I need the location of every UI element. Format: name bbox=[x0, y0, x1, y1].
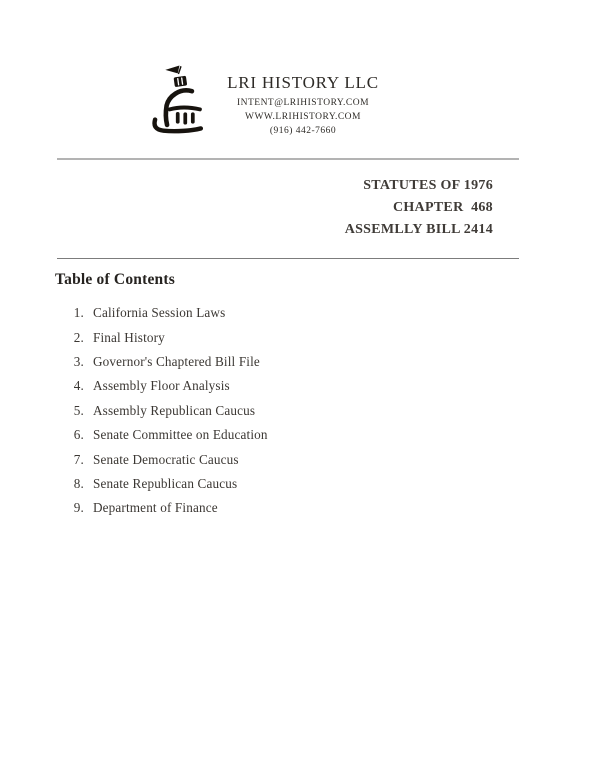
horizontal-rule-bottom bbox=[57, 258, 519, 259]
toc-heading: Table of Contents bbox=[55, 271, 175, 288]
toc-item-number: 4. bbox=[73, 378, 84, 394]
toc-item bbox=[70, 423, 268, 447]
company-website: WWW.LRIHISTORY.COM bbox=[245, 112, 361, 122]
toc-item-number: 1. bbox=[73, 305, 84, 321]
toc-item-label: Senate Democratic Caucus bbox=[93, 451, 239, 467]
company-phone: (916) 442-7660 bbox=[269, 126, 337, 136]
company-email: INTENT@LRIHISTORY.COM bbox=[236, 98, 370, 108]
toc-item-number: 7. bbox=[73, 451, 84, 467]
toc-item-label: California Session Laws bbox=[93, 305, 226, 321]
letterhead bbox=[188, 72, 418, 138]
horizontal-rule-top bbox=[57, 158, 519, 160]
toc-item bbox=[70, 447, 268, 471]
toc-item-number: 2. bbox=[73, 329, 84, 345]
toc-item bbox=[70, 496, 268, 520]
toc-list bbox=[70, 301, 268, 521]
toc-item-label: Assembly Floor Analysis bbox=[93, 378, 230, 394]
chapter-line: CHAPTER 468 bbox=[392, 200, 493, 215]
toc-item-number: 9. bbox=[73, 500, 84, 516]
company-name: LRI HISTORY LLC bbox=[227, 73, 379, 92]
toc-item-label: Department of Finance bbox=[93, 500, 218, 516]
statute-reference bbox=[345, 175, 493, 241]
toc-item-label: Senate Republican Caucus bbox=[93, 475, 238, 491]
toc-item bbox=[70, 301, 268, 325]
toc-item bbox=[70, 472, 268, 496]
toc-item bbox=[70, 325, 268, 349]
toc-item-number: 6. bbox=[73, 427, 84, 443]
toc-item-label: Final History bbox=[93, 329, 165, 345]
toc-item-number: 5. bbox=[73, 402, 84, 418]
toc-item bbox=[70, 399, 268, 423]
toc-item-label: Assembly Republican Caucus bbox=[93, 402, 256, 418]
toc-item-label: Governor's Chaptered Bill File bbox=[93, 353, 260, 369]
toc-item-label: Senate Committee on Education bbox=[93, 427, 268, 443]
toc-item-number: 8. bbox=[73, 475, 84, 491]
toc-item bbox=[70, 350, 268, 374]
bill-line: ASSEMLLY BILL 2414 bbox=[344, 222, 493, 237]
toc-item-number: 3. bbox=[73, 353, 84, 369]
toc-item bbox=[70, 374, 268, 398]
statutes-line: STATUTES OF 1976 bbox=[363, 178, 493, 193]
